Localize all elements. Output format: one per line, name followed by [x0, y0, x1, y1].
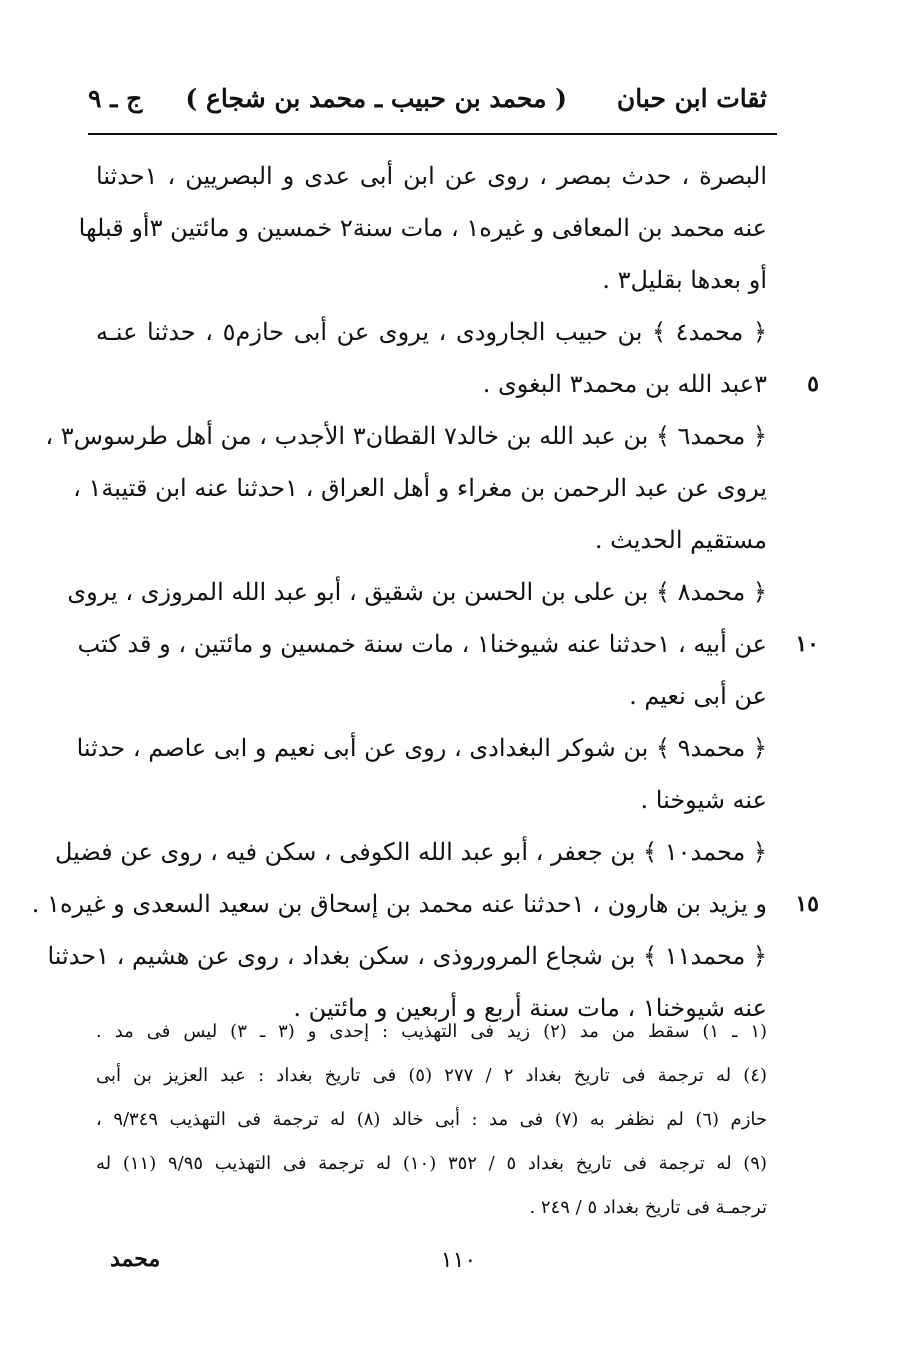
book-title: ثقات ابن حبان [616, 84, 767, 113]
line-text: ﴿ محمد١١ ﴾ بن شجاع المروروذى ، سكن بغداد ، روى عن هشيم ، ١حدثنا [47, 942, 767, 970]
line-text: و يزيد بن هارون ، ١حدثنا عنه محمد بن إسحاق بن سعيد السعدى و غيره١ . [31, 890, 767, 918]
line-text: ﴿ محمد٩ ﴾ بن شوكر البغدادى ، روى عن أبى نعيم و ابى عاصم ، حدثنا [76, 734, 767, 762]
line-number: ١٠ [795, 631, 819, 657]
line-text: عنه شيوخنا١ ، مات سنة أربع و أربعين و مائتين . [293, 994, 767, 1022]
main-text [31, 150, 819, 1034]
running-header [88, 78, 767, 128]
header-rule [88, 133, 777, 135]
line-text: ﴿ محمد٦ ﴾ بن عبد الله بن خالد٧ القطان٣ الأجدب ، من أهل طرسوس٣ ، [45, 422, 767, 450]
footnote-line: (٤) له ترجمة فى تاريخ بغداد ٢ / ٢٧٧ (٥) فى تاريخ بغداد : عبد العزيز بن أبى [96, 1065, 767, 1086]
text-line [96, 306, 767, 358]
text-line [45, 410, 767, 462]
text-line [31, 878, 819, 930]
line-text: ﴿ محمد٤ ﴾ بن حبيب الجارودى ، يروى عن أبى حازم٥ ، حدثنا عنـه [96, 318, 768, 346]
text-line [54, 826, 767, 878]
text-line [96, 774, 767, 826]
text-line [96, 670, 767, 722]
footnote-line: (٩) له ترجمة فى تاريخ بغداد ٥ / ٣٥٢ (١٠) له ترجمة فى التهذيب ٩/٩٥ (١١) له [96, 1153, 767, 1174]
page-number: ١١٠ [440, 1248, 477, 1273]
footnote-line: ترجمـة فى تاريخ بغداد ٥ / ٢٤٩ . [529, 1197, 767, 1218]
line-number: ١٥ [795, 891, 819, 917]
line-text: مستقيم الحديث . [594, 526, 767, 554]
text-line [96, 514, 767, 566]
line-text: ٣عبد الله بن محمد٣ البغوى . [482, 370, 767, 398]
text-line [77, 618, 819, 670]
line-number: ٥ [807, 371, 819, 397]
line-text: ﴿ محمد٨ ﴾ بن على بن الحسن بن شقيق ، أبو عبد الله المروزى ، يروى [67, 578, 767, 606]
line-text: عن أبيه ، ١حدثنا عنه شيوخنا١ ، مات سنة خمسين و مائتين ، و قد كتب [77, 630, 767, 658]
text-line [78, 202, 767, 254]
line-text: عن أبى نعيم . [629, 682, 767, 710]
footnote-line: حازم (٦) لم نظفر به (٧) فى مد : أبى خالد (٨) له ترجمة فى التهذيب ٩/٣٤٩ ، [96, 1109, 767, 1130]
text-line [47, 930, 767, 982]
footnote-line: (١ ـ ١) سقط من مد (٢) زيد فى التهذيب : إحدى و (٣ ـ ٣) ليس فى مد . [96, 1021, 768, 1042]
text-line [67, 566, 767, 618]
text-line [76, 722, 767, 774]
volume-number: ج ـ ٩ [88, 84, 143, 113]
line-text: عنه شيوخنا . [640, 786, 767, 814]
footnotes [96, 1010, 767, 1230]
text-line [96, 358, 819, 410]
text-line [96, 150, 767, 202]
line-text: أو بعدها بقليل٣ . [602, 266, 767, 294]
line-text: عنه محمد بن المعافى و غيره١ ، مات سنة٢ خمسين و مائتين ٣أو قبلها [78, 214, 767, 242]
entry-range: ( محمد بن حبيب ـ محمد بن شجاع ) [185, 84, 567, 113]
line-text: ﴿ محمد١٠ ﴾ بن جعفر ، أبو عبد الله الكوفى ، سكن فيه ، روى عن فضيل [54, 838, 767, 866]
catchword: محمد [110, 1246, 161, 1272]
line-text: البصرة ، حدث بمصر ، روى عن ابن أبى عدى و البصريين ، ١حدثنا [96, 162, 767, 190]
text-line [96, 254, 767, 306]
line-text: يروى عن عبد الرحمن بن مغراء و أهل العراق ، ١حدثنا عنه ابن قتيبة١ ، [73, 474, 767, 502]
text-line [73, 462, 767, 514]
